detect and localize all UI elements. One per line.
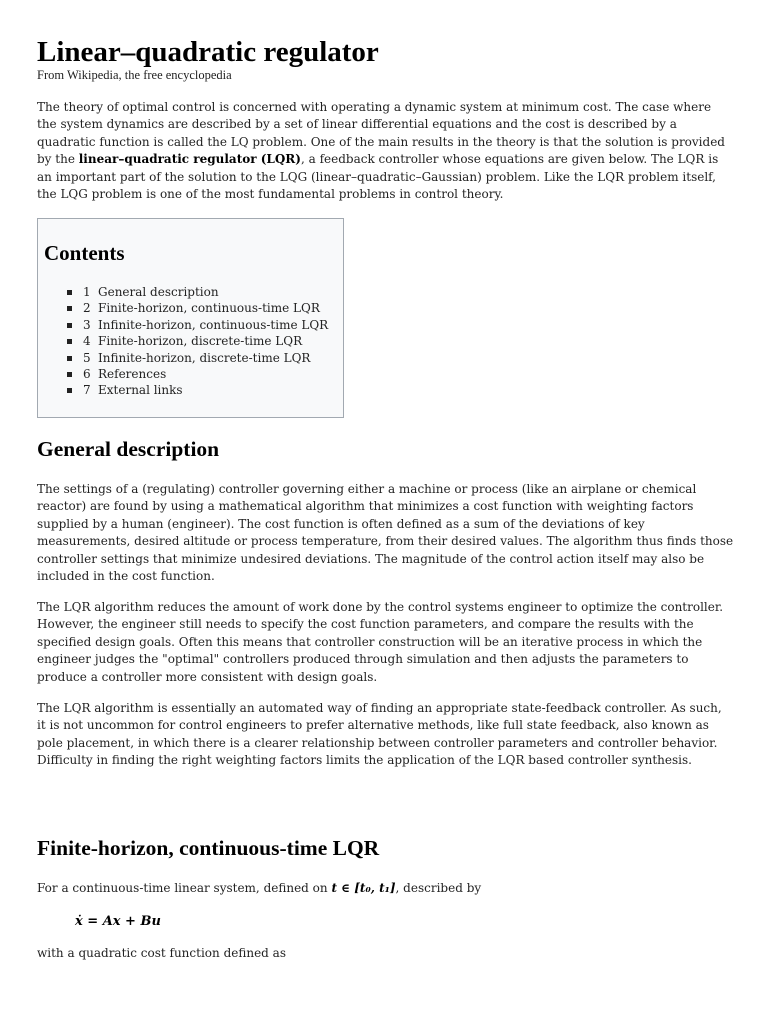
bullet-icon: [67, 339, 72, 344]
toc-item-label[interactable]: Finite-horizon, continuous-time LQR: [98, 301, 320, 316]
toc-item-label[interactable]: External links: [98, 383, 183, 398]
toc-item-number: 5: [83, 350, 91, 365]
intro-bold-term: linear–quadratic regulator (LQR): [78, 152, 301, 167]
page-title: Linear–quadratic regulator: [37, 36, 379, 68]
state-equation: ẋ = Ax + Bu: [75, 914, 161, 929]
toc-title: Contents: [44, 241, 125, 265]
toc-item-label[interactable]: References: [98, 366, 167, 381]
bullet-icon: [67, 290, 72, 295]
table-of-contents: [37, 218, 344, 418]
general-paragraph-3: The LQR algorithm is essentially an automated way of finding an appropriate state-feedback controller. As such, it is not uncommon for control engineers to prefer alternative methods, like full state feedback, also known as pole placement, in which there is a clearer relationship between controller parameters and controller behavior. Difficulty in finding the right weighting factors limits the application of the LQR based controller synthesis.: [37, 701, 722, 768]
time-interval-math: t ∈ [t₀, t₁]: [331, 881, 396, 895]
general-paragraph-2: The LQR algorithm reduces the amount of work done by the control systems engineer to optimize the controller. However, the engineer still needs to specify the cost function parameters, and compare the results with the specified design goals. Often this means that controller construction will be an iterative process in which the engineer judges the "optimal" controllers produced through simulation and then adjusts the parameters to produce a controller more consistent with design goals.: [37, 600, 724, 684]
toc-item-label[interactable]: General description: [98, 285, 219, 299]
intro-text-after: , a feedback controller whose equations are given below. The LQR is an important part of the solution to the LQG (linear–quadratic–Gaussian) problem. Like the LQR problem itself, the LQG problem is one of the most fundamental problems in control theory.: [37, 152, 719, 202]
finite-text-before: For a continuous-time linear system, defined on: [37, 881, 332, 895]
toc-item-number: 2: [83, 301, 91, 316]
toc-item-number: 6: [83, 366, 91, 381]
finite-paragraph-1: [37, 880, 734, 897]
bullet-icon: [67, 356, 72, 361]
bullet-icon: [67, 388, 72, 393]
intro-paragraph: [37, 99, 734, 203]
general-paragraph-1: The settings of a (regulating) controller governing either a machine or process (like an airplane or chemical reactor) are found by using a mathematical algorithm that minimizes a cost function with weighting factors supplied by a human (engineer). The cost function is often defined as a sum of the deviations of key measurements, desired altitude or process temperature, from their desired values. The algorithm thus finds those controller settings that minimize undesired deviations. The magnitude of the control action itself may also be included in the cost function.: [37, 482, 734, 584]
toc-item-number: 7: [83, 383, 91, 398]
toc-item-number: 1: [83, 285, 91, 299]
toc-item-label[interactable]: Infinite-horizon, discrete-time LQR: [98, 350, 311, 365]
finite-paragraph-2: with a quadratic cost function defined as: [37, 946, 286, 960]
bullet-icon: [67, 306, 72, 311]
toc-item-number: 4: [83, 334, 91, 349]
section-heading-general-description: General description: [37, 437, 220, 461]
bullet-icon: [67, 372, 72, 377]
toc-item-number: 3: [83, 317, 91, 332]
finite-text-after: , described by: [395, 881, 482, 895]
bullet-icon: [67, 323, 72, 328]
page-subtitle: From Wikipedia, the free encyclopedia: [37, 68, 232, 82]
toc-item-label[interactable]: Finite-horizon, discrete-time LQR: [98, 334, 303, 349]
toc-item-label[interactable]: Infinite-horizon, continuous-time LQR: [98, 317, 329, 332]
intro-text-before: The theory of optimal control is concerned with operating a dynamic system at minimum cost. The case where the system dynamics are described by a set of linear differential equations and the cost is described by a quadratic function is called the LQ problem. One of the main results in the theory is that the solution is provided by the: [37, 100, 725, 167]
section-heading-finite-horizon-continuous: Finite-horizon, continuous-time LQR: [37, 836, 380, 860]
